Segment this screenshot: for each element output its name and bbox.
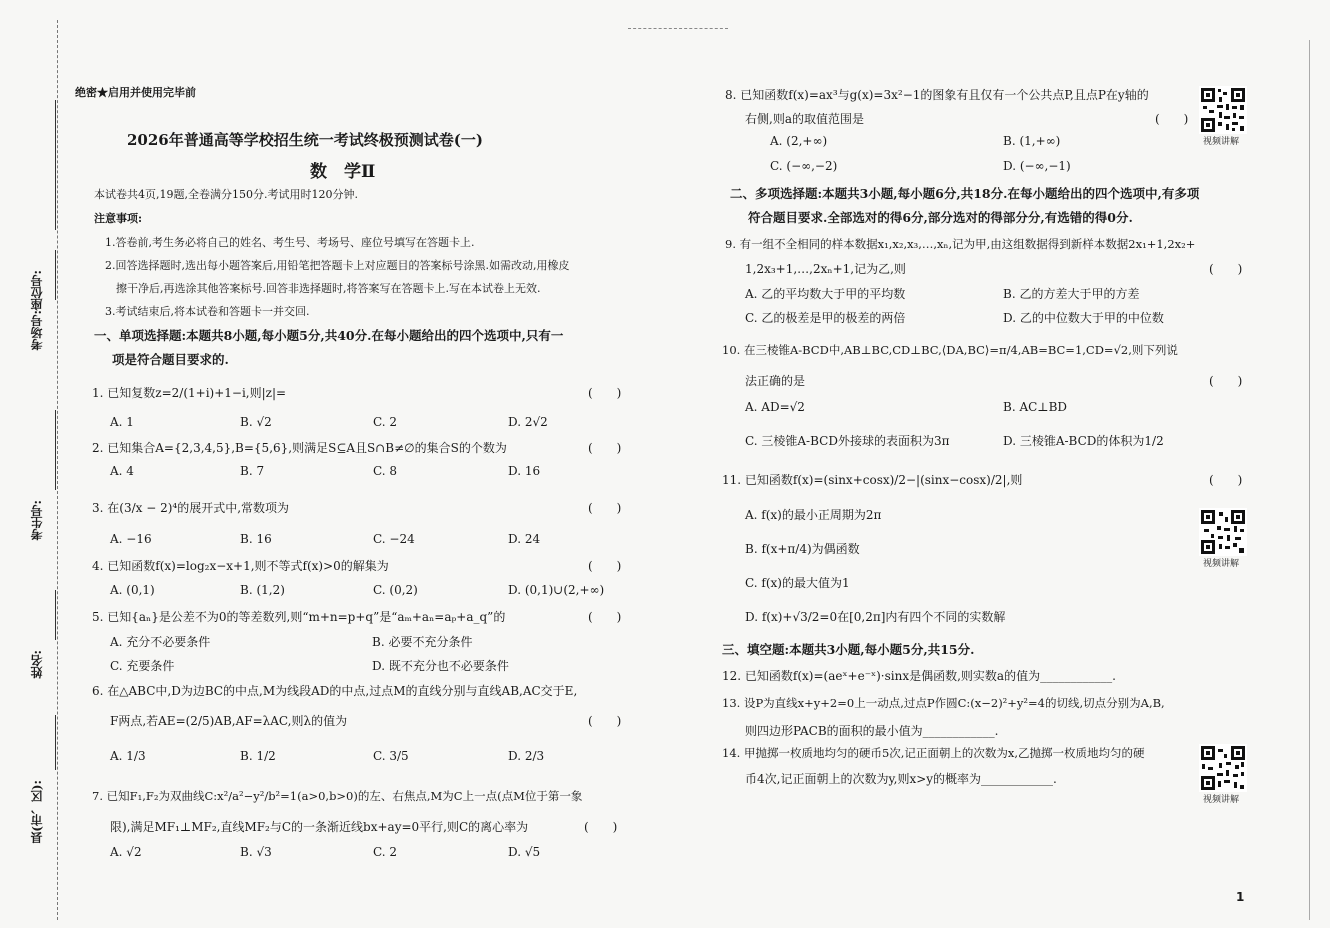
q10-answer-paren: ( ) xyxy=(1209,374,1243,388)
name-label: 姓名: xyxy=(30,650,44,679)
q8-answer-paren: ( ) xyxy=(1155,112,1189,126)
q7-option-c: C. 2 xyxy=(373,845,398,859)
q9-stem-line1: 9. 有一组不全相同的样本数据x₁,x₂,x₃,…,xₙ,记为甲,由这组数据得到新样本数据2x₁+1,2x₂+ xyxy=(725,237,1196,251)
q7-option-d: D. √5 xyxy=(508,845,541,859)
q1-option-d: D. 2√2 xyxy=(508,415,548,429)
secret-mark: 绝密★启用并使用完毕前 xyxy=(75,86,196,99)
seat-field xyxy=(18,100,58,311)
q7-option-a: A. √2 xyxy=(110,845,142,859)
note-2b: 擦干净后,再选涂其他答案标号.回答非选择题时,将答案写在答题卡上.写在本试卷上无效. xyxy=(116,282,541,295)
room-line xyxy=(55,250,56,300)
notes-title: 注意事项: xyxy=(94,212,143,225)
q8-option-b: B. (1,+∞) xyxy=(1003,134,1061,148)
q11-option-c: C. f(x)的最大值为1 xyxy=(745,576,850,590)
q2-option-d: D. 16 xyxy=(508,464,541,478)
qr-code-icon[interactable] xyxy=(1199,744,1247,792)
q7-answer-paren: ( ) xyxy=(584,820,618,834)
q3-option-c: C. −24 xyxy=(373,532,415,546)
q3-option-a: A. −16 xyxy=(110,532,152,546)
note-1: 1.答卷前,考生务必将自己的姓名、考生号、考场号、座位号填写在答题卡上. xyxy=(105,236,475,249)
q4-option-b: B. (1,2) xyxy=(240,583,285,597)
q12-stem: 12. 已知函数f(x)=(aeˣ+e⁻ˣ)·sinx是偶函数,则实数a的值为____________. xyxy=(722,669,1116,683)
q10-stem-line1: 10. 在三棱锥A-BCD中,AB⊥BC,CD⊥BC,⟨DA,BC⟩=π/4,AB=BC=1,CD=√2,则下列说 xyxy=(722,343,1178,357)
section-2-heading-cont: 符合题目要求.全部选对的得6分,部分选对的得部分分,有选错的得0分. xyxy=(748,210,1133,225)
q7-stem-line1: 7. 已知F₁,F₂为双曲线C:x²/a²−y²/b²=1(a>0,b>0)的左、右焦点,M为C上一点(点M位于第一象 xyxy=(92,789,583,803)
q5-option-c: C. 充要条件 xyxy=(110,659,175,673)
q10-stem-line2: 法正确的是 xyxy=(745,374,806,388)
student-no-line xyxy=(55,410,56,490)
q14-stem-line2: 币4次,记正面朝上的次数为y,则x>y的概率为____________. xyxy=(745,772,1057,786)
page-number: 1 xyxy=(1236,890,1245,904)
top-dashed-mark xyxy=(628,28,728,29)
exam-title: 2026年普通高等学校招生统一考试终极预测试卷(一) xyxy=(127,131,483,149)
county-field xyxy=(18,715,58,895)
q5-option-b: B. 必要不充分条件 xyxy=(372,635,473,649)
qr-caption: 视频讲解 xyxy=(1203,559,1240,569)
q3-answer-paren: ( ) xyxy=(588,501,622,515)
q3-option-b: B. 16 xyxy=(240,532,272,546)
q8-stem-line1: 8. 已知函数f(x)=ax³与g(x)=3x²−1的图象有且仅有一个公共点P,且点P在y轴的 xyxy=(725,88,1149,102)
q2-option-a: A. 4 xyxy=(110,464,134,478)
subject-title: 数 学Ⅱ xyxy=(310,162,376,182)
seat-line xyxy=(55,100,56,230)
qr-caption: 视频讲解 xyxy=(1203,137,1240,147)
q5-option-a: A. 充分不必要条件 xyxy=(110,635,211,649)
section-1-heading: 一、单项选择题:本题共8小题,每小题5分,共40分.在每小题给出的四个选项中,只有一 xyxy=(94,328,564,343)
q6-answer-paren: ( ) xyxy=(588,714,622,728)
q11-option-a: A. f(x)的最小正周期为2π xyxy=(745,508,882,522)
q3-option-d: D. 24 xyxy=(508,532,541,546)
q1-option-c: C. 2 xyxy=(373,415,398,429)
q1-option-b: B. √2 xyxy=(240,415,272,429)
q11-option-d: D. f(x)+√3/2=0在[0,2π]内有四个不同的实数解 xyxy=(745,610,1006,624)
q8-stem-line2: 右侧,则a的取值范围是 xyxy=(745,112,864,126)
seat-label: 座位号: xyxy=(30,270,44,311)
student-no-field xyxy=(18,410,58,570)
q10-option-b: B. AC⊥BD xyxy=(1003,400,1068,414)
q5-stem: 5. 已知{aₙ}是公差不为0的等差数列,则“m+n=p+q”是“aₘ+aₙ=aₚ+a_q”的 xyxy=(92,610,506,624)
q6-option-b: B. 1/2 xyxy=(240,749,276,763)
q6-stem-line1: 6. 在△ABC中,D为边BC的中点,M为线段AD的中点,过点M的直线分别与直线AB,AC交于E, xyxy=(92,684,578,698)
q8-option-a: A. (2,+∞) xyxy=(770,134,828,148)
q2-option-c: C. 8 xyxy=(373,464,398,478)
q6-option-d: D. 2/3 xyxy=(508,749,545,763)
section-2-heading: 二、多项选择题:本题共3小题,每小题6分,共18分.在每小题给出的四个选项中,有多项 xyxy=(730,186,1200,201)
q13-stem-line2: 则四边形PACB的面积的最小值为____________. xyxy=(745,724,999,738)
name-field xyxy=(18,590,58,710)
room-field xyxy=(18,250,58,410)
note-2a: 2.回答选择题时,选出每小题答案后,用铅笔把答题卡上对应题目的答案标号涂黑.如需改动,用橡皮 xyxy=(105,259,570,272)
q10-option-a: A. AD=√2 xyxy=(745,400,805,414)
name-line xyxy=(55,590,56,640)
room-label: 考场号: xyxy=(30,310,44,351)
q6-option-a: A. 1/3 xyxy=(110,749,146,763)
q4-stem: 4. 已知函数f(x)=log₂x−x+1,则不等式f(x)>0的解集为 xyxy=(92,559,389,573)
q2-answer-paren: ( ) xyxy=(588,441,622,455)
right-edge-line xyxy=(1309,40,1310,920)
q8-option-c: C. (−∞,−2) xyxy=(770,159,838,173)
q9-stem-line2: 1,2x₃+1,…,2xₙ+1,记为乙,则 xyxy=(745,262,906,276)
note-3: 3.考试结束后,将本试卷和答题卡一并交回. xyxy=(105,305,310,318)
q2-stem: 2. 已知集合A={2,3,4,5},B={5,6},则满足S⊆A且S∩B≠∅的集合S的个数为 xyxy=(92,441,507,455)
q5-answer-paren: ( ) xyxy=(588,610,622,624)
q9-option-d: D. 乙的中位数大于甲的中位数 xyxy=(1003,311,1164,325)
county-label: 县(市、区): xyxy=(30,780,44,844)
q1-stem: 1. 已知复数z=2/(1+i)+1−i,则|z|= xyxy=(92,386,287,400)
q13-stem-line1: 13. 设P为直线x+y+2=0上一动点,过点P作圆C:(x−2)²+y²=4的切线,切点分别为A,B, xyxy=(722,696,1165,710)
q10-option-c: C. 三棱锥A-BCD外接球的表面积为3π xyxy=(745,434,950,448)
q7-stem-line2: 限),满足MF₁⊥MF₂,直线MF₂与C的一条渐近线bx+ay=0平行,则C的离心率为 xyxy=(110,820,529,834)
q3-stem: 3. 在(3/x − 2)⁴的展开式中,常数项为 xyxy=(92,501,290,515)
student-no-label: 考生号: xyxy=(30,500,44,541)
qr-caption: 视频讲解 xyxy=(1203,795,1240,805)
qr-code-icon[interactable] xyxy=(1199,86,1247,134)
q4-answer-paren: ( ) xyxy=(588,559,622,573)
section-3-heading: 三、填空题:本题共3小题,每小题5分,共15分. xyxy=(722,642,975,657)
q8-option-d: D. (−∞,−1) xyxy=(1003,159,1071,173)
q1-option-a: A. 1 xyxy=(110,415,134,429)
q11-answer-paren: ( ) xyxy=(1209,473,1243,487)
q9-answer-paren: ( ) xyxy=(1209,262,1243,276)
qr-code-icon[interactable] xyxy=(1199,508,1247,556)
section-1-heading-cont: 项是符合题目要求的. xyxy=(112,352,229,367)
q4-option-a: A. (0,1) xyxy=(110,583,155,597)
q4-option-d: D. (0,1)∪(2,+∞) xyxy=(508,583,605,597)
q7-option-b: B. √3 xyxy=(240,845,272,859)
q6-stem-line2: F两点,若AE=(2/5)AB,AF=λAC,则λ的值为 xyxy=(110,714,348,728)
q9-option-c: C. 乙的极差是甲的极差的两倍 xyxy=(745,311,906,325)
q1-answer-paren: ( ) xyxy=(588,386,622,400)
county-line xyxy=(55,715,56,770)
q11-stem: 11. 已知函数f(x)=(sinx+cosx)/2−|(sinx−cosx)/2|,则 xyxy=(722,473,1023,487)
q10-option-d: D. 三棱锥A-BCD的体积为1/2 xyxy=(1003,434,1164,448)
q9-option-a: A. 乙的平均数大于甲的平均数 xyxy=(745,287,906,301)
exam-info: 本试卷共4页,19题,全卷满分150分.考试用时120分钟. xyxy=(94,188,358,201)
q11-option-b: B. f(x+π/4)为偶函数 xyxy=(745,542,860,556)
q5-option-d: D. 既不充分也不必要条件 xyxy=(372,659,509,673)
q6-option-c: C. 3/5 xyxy=(373,749,409,763)
q14-stem-line1: 14. 甲抛掷一枚质地均匀的硬币5次,记正面朝上的次数为x,乙抛掷一枚质地均匀的硬 xyxy=(722,746,1145,760)
q4-option-c: C. (0,2) xyxy=(373,583,418,597)
q9-option-b: B. 乙的方差大于甲的方差 xyxy=(1003,287,1140,301)
q2-option-b: B. 7 xyxy=(240,464,265,478)
